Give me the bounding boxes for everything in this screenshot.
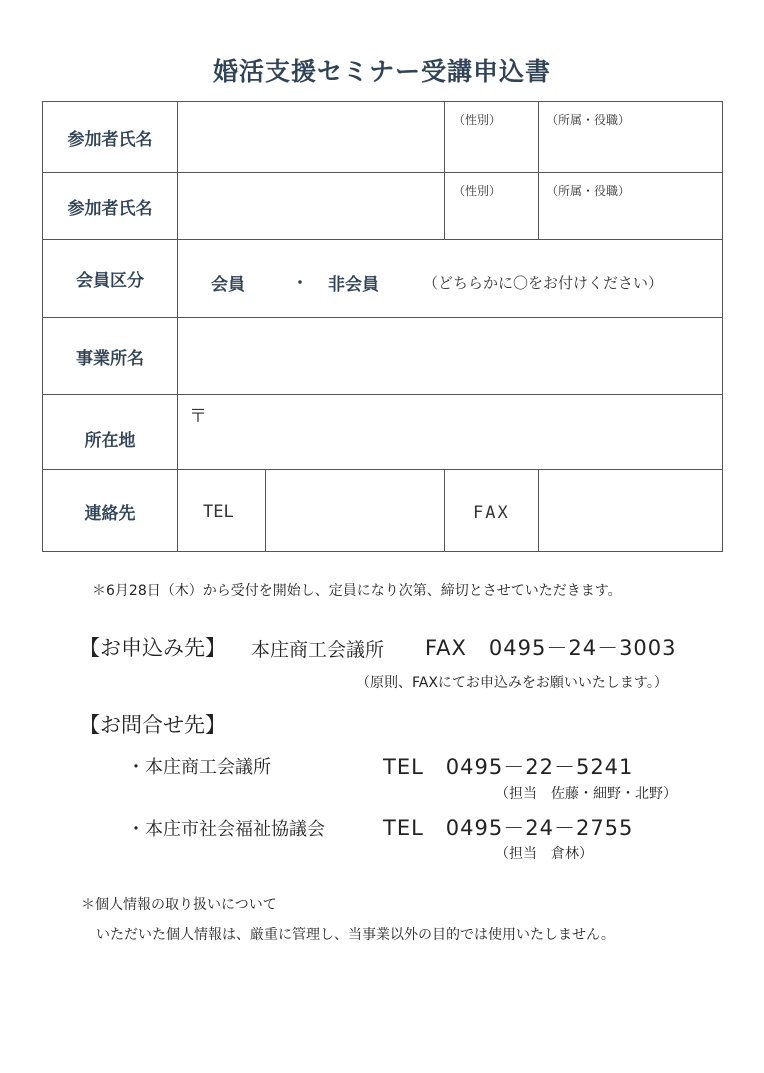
contact-staff-2: （担当 倉林） [495, 846, 593, 862]
contact-org-1: ・本庄商工会議所 [127, 757, 271, 778]
fax-field[interactable] [539, 470, 722, 551]
privacy-body: いただいた個人情報は、厳重に管理し、当事業以外の目的では使用いたしません。 [96, 927, 615, 943]
column-divider [444, 469, 445, 551]
postal-mark: 〒 [189, 406, 207, 427]
apply-note: （原則、FAXにてお申込みをお願いいたします。） [356, 675, 668, 691]
membership-label: 会員区分 [76, 271, 144, 291]
gender-field-2[interactable] [445, 173, 538, 239]
contact-tel-2: TEL 0495－24－2755 [383, 816, 634, 840]
apply-fax-number: FAX 0495－24－3003 [425, 636, 677, 660]
contact-label: 連絡先 [84, 504, 136, 524]
reception-notice: ＊6月28日（木）から受付を開始し、定員になり次第、締切とさせていただきます。 [92, 583, 622, 599]
contact-org-2: ・本庄市社会福祉協議会 [127, 819, 325, 840]
participant-name-field-1[interactable] [178, 102, 444, 172]
gender-label-2: （性別） [453, 184, 502, 198]
participant-name-label-2: 参加者氏名 [67, 198, 153, 219]
address-field[interactable] [178, 395, 722, 469]
participant-name-label-1: 参加者氏名 [67, 129, 153, 150]
tel-field[interactable] [266, 470, 444, 551]
membership-note: （どちらかに〇をお付けください） [423, 274, 664, 292]
application-form-table [42, 101, 723, 552]
affiliation-field-1[interactable] [539, 102, 722, 172]
office-name-field[interactable] [178, 318, 722, 394]
apply-heading: 【お申込み先】 [79, 636, 226, 660]
gender-field-1[interactable] [445, 102, 538, 172]
privacy-heading: ＊個人情報の取り扱いについて [81, 897, 277, 913]
gender-label-1: （性別） [453, 113, 502, 127]
address-label: 所在地 [84, 430, 136, 451]
affiliation-field-2[interactable] [539, 173, 722, 239]
page-title: 婚活支援セミナー受講申込書 [212, 57, 551, 86]
inquiry-heading: 【お問合せ先】 [79, 713, 226, 737]
affiliation-label-2: （所属・役職） [546, 184, 631, 198]
fax-label: FAX [473, 503, 510, 523]
contact-tel-1: TEL 0495－22－5241 [383, 755, 634, 779]
member-option[interactable]: 会員 [211, 275, 245, 295]
contact-staff-1: （担当 佐藤・細野・北野） [495, 786, 677, 802]
affiliation-label-1: （所属・役職） [546, 113, 631, 127]
option-separator: ・ [292, 273, 309, 292]
apply-org: 本庄商工会議所 [251, 639, 385, 661]
office-name-label: 事業所名 [76, 348, 144, 369]
non-member-option[interactable]: 非会員 [328, 275, 379, 295]
participant-name-field-2[interactable] [178, 173, 444, 239]
tel-label: TEL [203, 502, 234, 522]
